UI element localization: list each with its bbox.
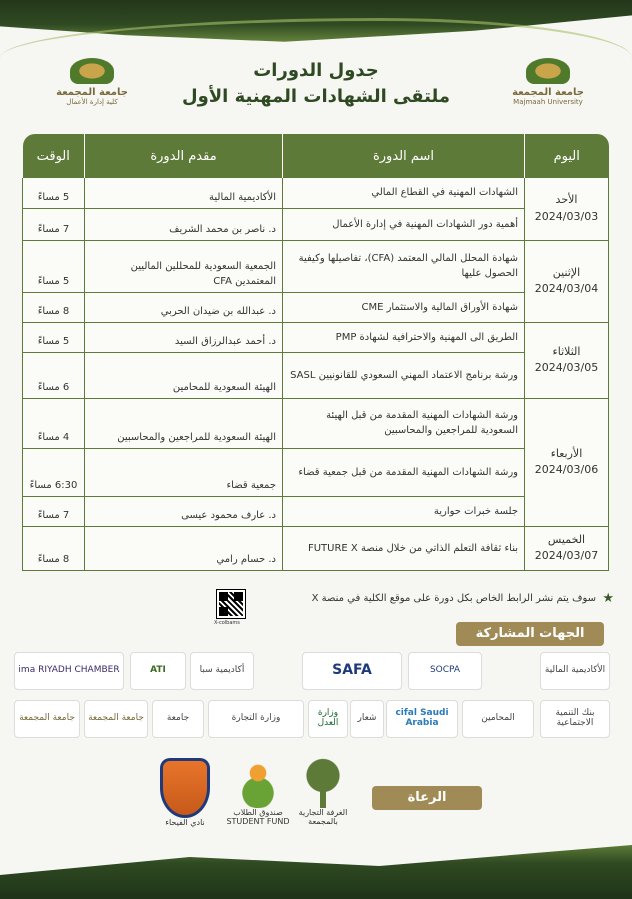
partner-logo: SOCPA (408, 652, 482, 690)
course-cell: بناء ثقافة التعلم الذاتي من خلال منصة FUTURE X (283, 526, 525, 570)
sponsor-club (150, 758, 220, 827)
day-date: 2024/03/05 (534, 361, 599, 374)
partner-logo: SAFA (302, 652, 402, 690)
course-cell: ورشة الشهادات المهنية المقدمة من قبل الهيئة السعودية للمراجعين والمحاسبين (283, 398, 525, 448)
table-header-row (23, 134, 609, 178)
header-course: اسم الدورة (283, 134, 525, 178)
sponsors-title: الرعاة (372, 786, 482, 810)
table-row (23, 178, 609, 208)
star-icon: ★ (602, 591, 614, 606)
day-date: 2024/03/04 (534, 282, 599, 295)
time-cell: 6:30 مساءً (23, 448, 85, 496)
time-cell: 5 مساءً (23, 322, 85, 352)
logo-subtext: كلية إدارة الأعمال (66, 98, 118, 106)
bottom-decorative-band (0, 839, 632, 899)
course-cell: الشهادات المهنية في القطاع المالي (283, 178, 525, 208)
time-cell: 8 مساءً (23, 526, 85, 570)
table-row (23, 352, 609, 398)
presenter-cell: جمعية قضاء (85, 448, 283, 496)
partner-logo: المحامين (462, 700, 534, 738)
partner-logo: ATI (130, 652, 186, 690)
partner-logo: بنك التنمية الاجتماعية (540, 700, 610, 738)
day-name: الأحد (555, 193, 578, 207)
presenter-cell: الهيئة السعودية للمراجعين والمحاسبين (85, 398, 283, 448)
day-date: 2024/03/07 (534, 549, 599, 562)
course-cell: شهادة الأوراق المالية والاستثمار CME (283, 292, 525, 322)
page-title: جدول الدورات (253, 60, 379, 81)
sponsor-chamber (286, 758, 360, 826)
person-icon (232, 758, 284, 808)
course-cell: جلسة خبرات حوارية (283, 496, 525, 526)
partner-logo: شعار (350, 700, 384, 738)
palm-tree-icon (299, 758, 347, 808)
table-row (23, 398, 609, 448)
day-date: 2024/03/03 (534, 209, 599, 223)
presenter-cell: الجمعية السعودية للمحللين الماليين المعتمدين CFA (85, 240, 283, 292)
partner-logo: وزارة العدل (308, 700, 348, 738)
partner-logo: ima RIYADH CHAMBER (14, 652, 124, 690)
partner-logo: أكاديمية سبا (190, 652, 254, 690)
header-presenter: مقدم الدورة (85, 134, 283, 178)
sponsor-student-fund (224, 758, 292, 826)
header-time: الوقت (23, 134, 85, 178)
course-cell: ورشة الشهادات المهنية المقدمة من قبل جمعية قضاء (283, 448, 525, 496)
partner-logo: الأكاديمية المالية (540, 652, 610, 690)
logo-text: جامعة المجمعة (512, 87, 584, 98)
time-cell: 7 مساءً (23, 496, 85, 526)
presenter-cell: د. عارف محمود عيسى (85, 496, 283, 526)
presenter-cell: د. حسام رامي (85, 526, 283, 570)
table-row (23, 208, 609, 240)
header-day: اليوم (525, 134, 609, 178)
club-shield-icon (160, 758, 210, 818)
sponsor-label: الغرفة التجارية بالمجمعة (298, 808, 348, 826)
course-cell: الطريق الى المهنية والاحترافية لشهادة PMP (283, 322, 525, 352)
day-cell (525, 398, 609, 526)
day-date: 2024/03/06 (534, 463, 599, 476)
time-cell: 4 مساءً (23, 398, 85, 448)
presenter-cell: الأكاديمية المالية (85, 178, 283, 208)
day-cell (525, 178, 609, 240)
course-cell: أهمية دور الشهادات المهنية في إدارة الأعمال (283, 208, 525, 240)
partners-logos (10, 650, 622, 750)
sponsor-label: صندوق الطلاب STUDENT FUND (226, 808, 290, 826)
partner-logo: cifal Saudi Arabia (386, 700, 458, 738)
time-cell: 5 مساءً (23, 178, 85, 208)
page-subtitle: ملتقى الشهادات المهنية الأول (181, 86, 451, 107)
logo-subtext: Majmaah University (513, 98, 583, 106)
sponsor-label: نادي الفيحاء (165, 818, 205, 827)
course-schedule-table (22, 134, 609, 571)
course-cell: ورشة برنامج الاعتماد المهني السعودي للقانونيين SASL (283, 352, 525, 398)
partners-title: الجهات المشاركة (456, 622, 604, 646)
day-name: الخميس (547, 532, 586, 546)
logo-text: جامعة المجمعة (56, 87, 128, 98)
partner-logo: جامعة المجمعة (14, 700, 80, 738)
time-cell: 6 مساءً (23, 352, 85, 398)
table-row (23, 322, 609, 352)
presenter-cell: د. أحمد عبدالرزاق السيد (85, 322, 283, 352)
partner-logo: وزارة التجارة (208, 700, 304, 738)
day-name: الثلاثاء (552, 344, 581, 358)
table-row (23, 292, 609, 322)
day-cell (525, 526, 609, 570)
day-cell (525, 240, 609, 322)
table-row (23, 240, 609, 292)
course-cell: شهادة المحلل المالي المعتمد (CFA)، تفاصيلها وكيفية الحصول عليها (283, 240, 525, 292)
note-text: سوف يتم نشر الرابط الخاص بكل دورة على موقع الكلية في منصة X (311, 593, 596, 604)
table-row (23, 448, 609, 496)
time-cell: 5 مساءً (23, 240, 85, 292)
day-cell (525, 322, 609, 398)
time-cell: 8 مساءً (23, 292, 85, 322)
table-row (23, 526, 609, 570)
qr-code-icon[interactable] (217, 590, 245, 618)
qr-caption: X-colbams (214, 620, 240, 626)
day-name: الإثنين (552, 265, 581, 279)
presenter-cell: الهيئة السعودية للمحامين (85, 352, 283, 398)
partner-logo: جامعة المجمعة (84, 700, 148, 738)
table-row (23, 496, 609, 526)
partner-logo: جامعة (152, 700, 204, 738)
day-name: الأربعاء (550, 446, 583, 460)
presenter-cell: د. ناصر بن محمد الشريف (85, 208, 283, 240)
presenter-cell: د. عبدالله بن ضيدان الحربي (85, 292, 283, 322)
time-cell: 7 مساءً (23, 208, 85, 240)
